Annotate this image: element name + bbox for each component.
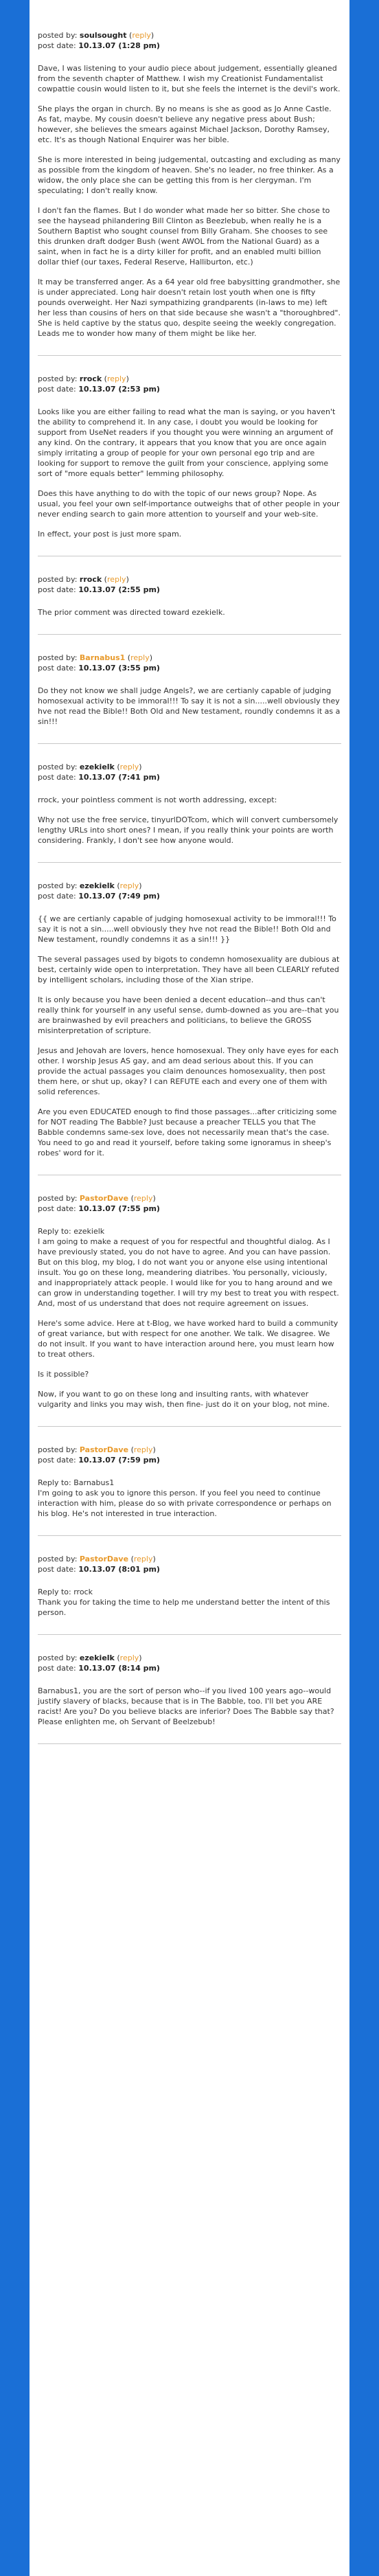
comments-page: [30, 0, 349, 2576]
comment-date: 10.13.07 (2:53 pm): [78, 385, 160, 394]
comment-body: [38, 1478, 341, 1519]
reply-link[interactable]: reply: [133, 1445, 153, 1454]
comment-body: [38, 795, 341, 846]
posted-by-label: posted by:: [38, 1555, 78, 1563]
post-date-label: post date:: [38, 1456, 76, 1465]
comment: [38, 863, 341, 1175]
comment-paragraph: I'm going to ask you to ignore this person. If you feel you need to continue interaction with him, please do so with private correspondence or perhaps on his blog. He's not interested in true interaction.: [38, 1489, 332, 1518]
comment-author-line: posted by: rrock (reply): [38, 374, 129, 383]
comment-date-line: [38, 585, 341, 595]
comment-paragraph: Are you even EDUCATED enough to find those passages...after criticizing some for NOT reading The Babble? Just because a preacher TELLS you that The Babble condemns same-sex love, does not necessarily mean that's the case. You need to go and read it yourself, before taking some ignoramus in sheep's robes' word for it.: [38, 1107, 337, 1157]
comment-paragraph: Is it possible?: [38, 1370, 89, 1379]
comment-author: ezekielk: [79, 762, 115, 771]
post-date-label: post date:: [38, 1204, 76, 1213]
comment-body: [38, 607, 341, 618]
comment: [38, 1427, 341, 1536]
post-date-label: post date:: [38, 585, 76, 594]
comment: [38, 1175, 341, 1427]
comment-author-line: posted by: Barnabus1 (reply): [38, 653, 153, 662]
comment-date-line: [38, 1663, 341, 1673]
comment-date: 10.13.07 (8:01 pm): [78, 1565, 160, 1574]
reply-link[interactable]: reply: [133, 1194, 153, 1203]
comment-date-line: [38, 41, 341, 51]
comment-date: 10.13.07 (7:49 pm): [78, 892, 160, 901]
comment-date: 10.13.07 (7:59 pm): [78, 1456, 160, 1465]
posted-by-label: posted by:: [38, 881, 78, 890]
comment-author-line: posted by: PastorDave (reply): [38, 1555, 156, 1563]
posted-by-label: posted by:: [38, 374, 78, 383]
comment-body: [38, 914, 341, 1158]
comment-author: rrock: [79, 575, 102, 584]
post-date-label: post date:: [38, 892, 76, 901]
reply-link[interactable]: reply: [132, 31, 151, 40]
posted-by-label: posted by:: [38, 1653, 78, 1662]
comment-author: PastorDave: [79, 1194, 129, 1203]
reply-link[interactable]: reply: [130, 653, 150, 662]
comment-paragraph: Do they not know we shall judge Angels?, we are certianly capable of judging homosexual activity to be immoral!!! To say it is not a sin.....well obviously they hve not read the Bible!! Both Old and New testament, roundly condemns it as a sin!!!: [38, 686, 341, 726]
post-date-label: post date:: [38, 41, 76, 50]
comment-date-line: [38, 1204, 341, 1214]
comment-author: rrock: [79, 374, 102, 383]
comment-author: PastorDave: [79, 1555, 129, 1563]
comment-paragraph: Jesus and Jehovah are lovers, hence homosexual. They only have eyes for each other. I worship Jesus AS gay, and am dead serious about this. If you can provide the actual passages you claim denounces homosexuality, then post them here, or shut up, okay? I can REFUTE each and every one of them with solid references.: [38, 1046, 339, 1096]
reply-link[interactable]: reply: [119, 762, 139, 771]
comment-date: 10.13.07 (3:55 pm): [78, 664, 160, 673]
comment-body: [38, 1686, 341, 1727]
posted-by-label: posted by:: [38, 1445, 78, 1454]
comment-author-line: posted by: ezekielk (reply): [38, 1653, 142, 1662]
comment-paragraph: It may be transferred anger. As a 64 year old free babysitting grandmother, she is under appreciated. Long hair doesn't retain lost youth when one is fifty pounds overweight. Her Nazi sympathizing grandparents (in-laws to me) left her less than cousins of hers on that side because she wasn't a "thoroughbred". She is held captive by the status quo, despite seeing the weekly congregation. Leads me to wonder how many of them might be like her.: [38, 278, 341, 338]
reply-link[interactable]: reply: [106, 374, 126, 383]
comment-date: 10.13.07 (8:14 pm): [78, 1664, 160, 1673]
reply-link[interactable]: reply: [119, 1653, 139, 1662]
comment-date: 10.13.07 (1:28 pm): [78, 41, 160, 50]
comment-paragraph: The prior comment was directed toward ezekielk.: [38, 608, 225, 617]
comment-paragraph: Barnabus1, you are the sort of person who--if you lived 100 years ago--would justify slavery of blacks, because that is in The Babble, too. I'll bet you ARE racist! Are you? Do you believe blacks are inferior? Does The Babble say that? Please enlighten me, oh Servant of Beelzebub!: [38, 1686, 334, 1726]
comment-paragraph: I don't fan the flames. But I do wonder what made her so bitter. She chose to see the haysead philandering Bill Clinton as Beezlebub, when really he is a Southern Baptist who sought counsel from Billy Graham. She chooses to see this drunken draft dodger Bush (went AWOL from the National Guard) as a saint, when in fact he is a dirty killer for profit, and an enabled multi billion dollar thief (our taxes, Federal Reserve, Halliburton, etc.): [38, 206, 330, 267]
comment-date: 10.13.07 (2:55 pm): [78, 585, 160, 594]
reply-link[interactable]: reply: [119, 881, 139, 890]
reply-to-line: Reply to: ezekielk: [38, 1227, 105, 1236]
comment-author-line: posted by: soulsought (reply): [38, 31, 154, 40]
comment-date-line: [38, 772, 341, 782]
reply-to-line: Reply to: rrock: [38, 1588, 93, 1596]
post-date-label: post date:: [38, 1664, 76, 1673]
comment-body: [38, 1226, 341, 1410]
comment: [38, 1635, 341, 1744]
comment-date-line: [38, 663, 341, 673]
posted-by-label: posted by:: [38, 1194, 78, 1203]
comment-author-line: posted by: ezekielk (reply): [38, 762, 142, 771]
comment-paragraph: Thank you for taking the time to help me understand better the intent of this person.: [38, 1598, 330, 1617]
comment: [38, 1536, 341, 1635]
reply-link[interactable]: reply: [133, 1555, 153, 1563]
comment-date: 10.13.07 (7:55 pm): [78, 1204, 160, 1213]
post-date-label: post date:: [38, 385, 76, 394]
comment-body: [38, 63, 341, 339]
posted-by-label: posted by:: [38, 653, 78, 662]
comment-paragraph: Does this have anything to do with the topic of our news group? Nope. As usual, you feel your own self-importance outweighs that of other people in your never ending search to gain more attention to yourself and your web-site.: [38, 489, 340, 519]
comment-body: [38, 686, 341, 727]
post-date-label: post date:: [38, 664, 76, 673]
comment-paragraph: {{ we are certianly capable of judging homosexual activity to be immoral!!! To say it is not a sin.....well obviously they hve not read the Bible!! Both Old and New testament, roundly condemns it as a sin!!! }}: [38, 914, 336, 944]
comment-author-line: posted by: PastorDave (reply): [38, 1194, 156, 1203]
comment-author: ezekielk: [79, 881, 115, 890]
reply-link[interactable]: reply: [106, 575, 126, 584]
comment-author: ezekielk: [79, 1653, 115, 1662]
comment: [38, 635, 341, 744]
comment-author: Barnabus1: [79, 653, 126, 662]
comment-date-line: [38, 891, 341, 901]
comment: [38, 744, 341, 863]
comment-body: [38, 407, 341, 539]
comment-paragraph: It is only because you have been denied a decent education--and thus can't really think for yourself in any useful sense, dumb-downed as you are--that you are brainwashed by evil preachers and politicians, to believe the GROSS misinterpretation of scripture.: [38, 995, 339, 1035]
comment-paragraph: I am going to make a request of you for respectful and thoughtful dialog. As I have previously stated, you do not have to agree. And you can have passion. But on this blog, my blog, I do not want you or anyone else using intentional insult. You go on these long, meandering diatribes. You personally, viciously, and inappropriately attack people. I would like for you to hang around and we can grow in understanding together. I will try my best to treat you with respect. And, most of us understand that does not require agreement on issues.: [38, 1237, 339, 1308]
post-date-label: post date:: [38, 773, 76, 782]
comment-author-line: posted by: ezekielk (reply): [38, 881, 142, 890]
reply-to-line: Reply to: Barnabus1: [38, 1478, 115, 1487]
comment-paragraph: Looks like you are either failing to read what the man is saying, or you haven't the ability to comprehend it. In any case, i doubt you would be looking for support from UseNet readers if you thought you were winning an argument of any kind. On the contrary, it appears that you know that you are once again simply irritating a group of people for your own personal ego trip and are looking for support to remove the guilt from your conscience, applying some sort of "more equals better" lemming philosophy.: [38, 407, 336, 478]
posted-by-label: posted by:: [38, 31, 78, 40]
comment-date-line: [38, 1564, 341, 1574]
comment-author-line: posted by: PastorDave (reply): [38, 1445, 156, 1454]
comment-list: [38, 0, 341, 1744]
comment: [38, 356, 341, 556]
comment-author: soulsought: [79, 31, 127, 40]
comment: [38, 0, 341, 356]
comment-paragraph: In effect, your post is just more spam.: [38, 530, 182, 539]
comment-paragraph: She plays the organ in church. By no means is she as good as Jo Anne Castle. As fat, maybe. My cousin doesn't believe any negative press about Bush; however, she believes the smears against Michael Jackson, Dorothy Ramsey, etc. It's as though National Enquirer was her bible.: [38, 104, 332, 144]
comment-date-line: [38, 384, 341, 394]
comment-date: 10.13.07 (7:41 pm): [78, 773, 160, 782]
posted-by-label: posted by:: [38, 575, 78, 584]
comment: [38, 556, 341, 635]
comment-paragraph: rrock, your pointless comment is not worth addressing, except:: [38, 795, 277, 804]
comment-paragraph: Here's some advice. Here at t-Blog, we have worked hard to build a community of great variance, but with respect for one another. We talk. We disagree. We do not insult. If you want to have interaction around here, you must learn how to treat others.: [38, 1319, 338, 1359]
comment-paragraph: The several passages used by bigots to condemn homosexuality are dubious at best, certainly wide open to interpretation. They have all been CLEARLY refuted by intelligent scholars, including those of the Xian stripe.: [38, 955, 340, 984]
post-date-label: post date:: [38, 1565, 76, 1574]
comment-author: PastorDave: [79, 1445, 129, 1454]
comment-paragraph: She is more interested in being judgemental, outcasting and excluding as many as possible from the kingdom of heaven. She's no leader, no free thinker. As a widow, the only place she can be getting this from is her clergyman. I'm speculating; I don't really know.: [38, 155, 341, 195]
comment-paragraph: Dave, I was listening to your audio piece about judgement, essentially gleaned from the seventh chapter of Matthew. I wish my Creationist Fundamentalist cowpattie cousin would listen to it, but she feels the internet is the devil's work.: [38, 64, 341, 93]
comment-paragraph: Why not use the free service, tinyurlDOTcom, which will convert cumbersomely lengthy URLs into short ones? I mean, if you really think your points are worth considering. Frankly, I don't see how anyone would.: [38, 815, 338, 845]
comment-author-line: posted by: rrock (reply): [38, 575, 129, 584]
comment-body: [38, 1587, 341, 1618]
comment-paragraph: Now, if you want to go on these long and insulting rants, with whatever vulgarity and links you may wish, then fine- just do it on your blog, not mine.: [38, 1390, 330, 1409]
comment-date-line: [38, 1455, 341, 1465]
posted-by-label: posted by:: [38, 762, 78, 771]
